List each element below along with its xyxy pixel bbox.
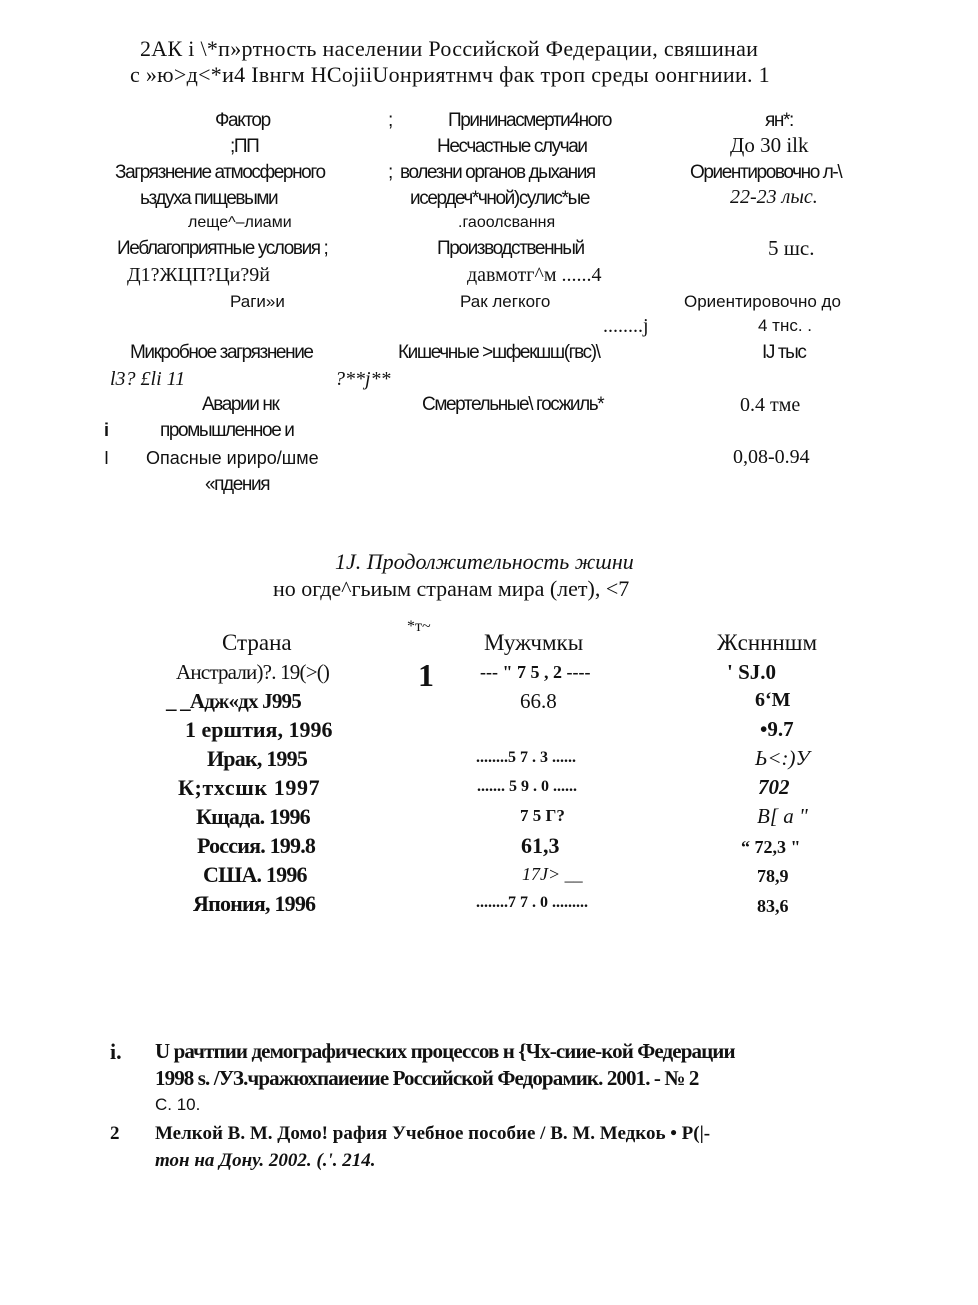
- table1-header-separator: ;: [388, 110, 394, 131]
- table2-row-country: США. 1996: [203, 862, 307, 887]
- table1-row2-value-3: 4 тнс. .: [758, 316, 813, 335]
- table1-row2-value-1: 5 шс.: [768, 236, 815, 260]
- table1-row5-value-1: 0,08-0.94: [733, 446, 810, 468]
- table2-row-women: •9.7: [760, 717, 794, 741]
- table2-row-country: Япония, 1996: [193, 891, 316, 916]
- table1-row1-cause-3: .гаоолсвання: [458, 214, 556, 231]
- table1-row1-cause-2: исердеч*чной)сулис*ые: [410, 188, 590, 209]
- table1-row1-separator: ;: [388, 162, 394, 183]
- table1-row2-factor-2: Д1?ЖЦП?Ци?9й: [127, 264, 270, 286]
- table2-row-country: Анстрали)?. 19(>(): [176, 660, 330, 684]
- table1-row1-value-2: 22-23 лыс.: [730, 186, 818, 208]
- table1-row1-cause-1: волезни органов дыхания: [400, 162, 595, 183]
- table2-row-men: 17J> __: [522, 864, 583, 884]
- table1-header-cause-2: Несчастные случаи: [437, 136, 587, 157]
- table2-header-men: Мужчмкы: [484, 630, 584, 655]
- footnote-1-number: i.: [110, 1039, 122, 1064]
- table1-row1-value-1: Ориентировочно л-\: [690, 162, 842, 183]
- table2-marker: *т~: [407, 618, 431, 635]
- table2-row-women: 83,6: [757, 896, 789, 916]
- footnote-1-line-2: 1998 s. /УЗ.чражюхпаиеиие Российской Федорамик. 2001. - № 2: [155, 1066, 699, 1090]
- table1-row2-value-2: Ориентировочно до: [684, 292, 841, 311]
- table2-row-country: Россия. 199.8: [197, 833, 316, 858]
- table2-row-country: _ _Адж«дх J995: [166, 689, 301, 713]
- footnote-2-number: 2: [110, 1123, 120, 1144]
- table2-row-women: 6‘М: [755, 689, 791, 711]
- table2-header-women: Жсннншм: [717, 630, 818, 655]
- table2-big-mark: 1: [418, 657, 434, 693]
- table1-row2-cause-3: Рак легкого: [460, 292, 551, 311]
- table2-row-men: ........5 7 . 3 ......: [476, 749, 576, 766]
- table2-header-country: Страна: [222, 630, 292, 655]
- table1-row4-value-1: 0.4 тме: [740, 394, 801, 416]
- table1-row3-cause-2: ?**j**: [335, 368, 391, 390]
- table1-row4-factor-2: промышленное и: [160, 420, 294, 441]
- footnote-1-line-1: U рачтпии демографических процессов н {Чх-сиие-кой Федерации: [155, 1039, 735, 1063]
- table2-row-country: 1 ерштия, 1996: [185, 717, 333, 742]
- table1-row2-cause-4: ........j: [603, 315, 649, 337]
- table1-row2-factor-3: Раги»и: [230, 292, 285, 311]
- table1-row3-cause-1: Кишечные >шфекшш(гвс)\: [398, 342, 600, 363]
- table1-row5-factor-1: Опасные ириро/шме: [146, 448, 319, 468]
- footnote-1-line-3: С. 10.: [155, 1095, 201, 1114]
- table1-row1-factor-2: ьздуха пищевыми: [140, 188, 278, 209]
- table1-row5-mark: I: [104, 448, 110, 468]
- table1-row2-cause-1: Производственный: [437, 238, 584, 259]
- caption-2-line-1: 1J. Продолжительность жшни: [335, 549, 634, 574]
- caption-1-line-1: 2АК і \*п»ртность населении Российской Федерации, свяшинаи: [140, 36, 759, 61]
- table1-row1-factor-1: Загрязнение атмосферного: [115, 162, 325, 183]
- table2-row-women: В[ а ": [757, 804, 808, 828]
- table1-row2-cause-2: давмотг^м ......4: [467, 264, 602, 286]
- table1-header-factor: Фактор: [215, 110, 270, 131]
- table1-row4-mark-1: i: [104, 420, 110, 440]
- table2-row-men: 61,3: [521, 833, 560, 858]
- table2-row-women: 78,9: [757, 866, 789, 886]
- table1-header-value-2: До 30 ilk: [730, 133, 809, 157]
- table2-row-men: 66.8: [520, 689, 557, 713]
- table1-row3-factor-2: l3? £li 11: [110, 368, 186, 390]
- footnote-2-line-2: тон на Дону. 2002. (.'. 214.: [155, 1150, 376, 1171]
- table1-header-factor-2: ;ПП: [230, 136, 259, 157]
- footnote-2-line-1: Мелкой В. М. Домо! рафия Учебное пособие / В. М. Медкоь • Р(|-: [155, 1123, 711, 1144]
- table2-row-country: Кщада. 1996: [196, 804, 310, 829]
- table1-row3-value-1: IJ тыс: [762, 342, 806, 363]
- table1-row4-factor-1: Аварии нк: [202, 394, 279, 415]
- table1-header-cause: Прининасмерти4ного: [448, 110, 612, 131]
- table1-row3-factor-1: Микробное загрязнение: [130, 342, 313, 363]
- caption-1-line-2: с »ю>д<*и4 Івнгм НСојііUонриятнмч фак троп среды оонгниии. 1: [130, 62, 770, 87]
- table1-row5-factor-2: «пдения: [205, 474, 270, 495]
- table1-row4-cause-1: Смертельные\ госжиль*: [422, 394, 604, 415]
- table2-row-women: 702: [758, 775, 790, 799]
- table2-row-men: ........7 7 . 0 .........: [476, 894, 588, 911]
- table2-row-country: К;тхсшк 1997: [178, 775, 321, 800]
- table2-row-men: --- " 7 5 , 2 ----: [480, 662, 591, 682]
- caption-2-line-2: но огде^гьиым странам мира (лет), <7: [273, 576, 630, 601]
- table2-row-men: ....... 5 9 . 0 ......: [477, 778, 577, 795]
- table2-row-women: ' SJ.0: [727, 660, 777, 684]
- table2-row-men: 7 5 Г?: [520, 806, 565, 825]
- table1-row2-factor-1: Иеблагоприятные условия ;: [117, 238, 328, 259]
- table2-row-country: Ирак, 1995: [207, 746, 308, 771]
- table1-row1-factor-3: леще^–лиами: [188, 214, 292, 231]
- table2-row-women: Ь<:)У: [755, 746, 810, 770]
- table1-header-value: ян*:: [765, 110, 793, 131]
- table2-row-women: “ 72,3 ": [741, 837, 801, 857]
